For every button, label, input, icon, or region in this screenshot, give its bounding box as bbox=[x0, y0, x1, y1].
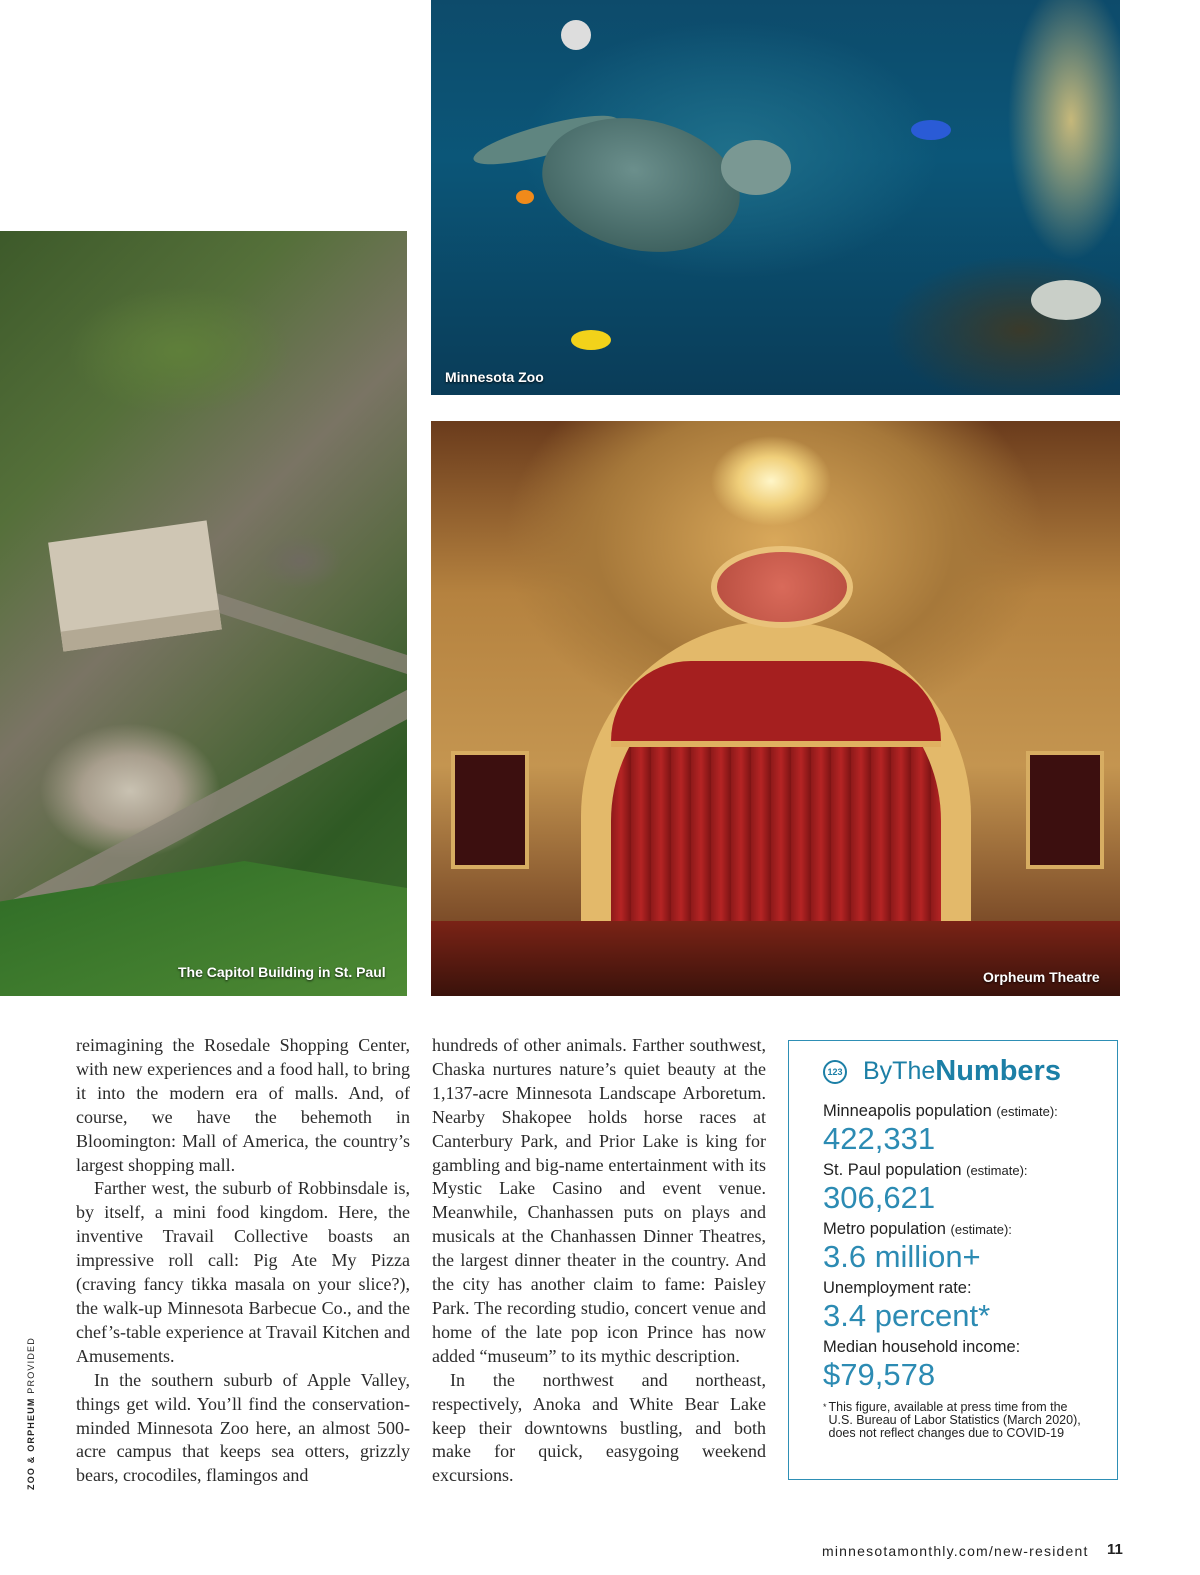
photo-minnesota-zoo bbox=[431, 0, 1120, 395]
page-number: 11 bbox=[1107, 1541, 1123, 1558]
article-column-2 bbox=[432, 1034, 766, 1488]
stat-label-income: Median household income: bbox=[823, 1338, 1021, 1356]
stat-value-st-paul: 306,621 bbox=[823, 1180, 936, 1215]
stats-footnote: * This figure, available at press time from the U.S. Bureau of Labor Statistics (March 2020), does not reflect changes due to COVID-19 bbox=[823, 1400, 1081, 1440]
article-column-1 bbox=[76, 1034, 410, 1488]
stats-title-light: ByThe bbox=[863, 1057, 936, 1085]
numbers-icon: 123 bbox=[823, 1060, 847, 1084]
stat-value-metro: 3.6 million+ bbox=[823, 1239, 981, 1274]
paragraph: In the southern suburb of Apple Valley, things get wild. You’ll find the conservation-minded Minnesota Zoo here, an almost 500-acre campus that keeps sea otters, grizzly bears, crocodiles, flamingos and bbox=[76, 1369, 410, 1486]
photo-orpheum-theatre bbox=[431, 421, 1120, 996]
stat-value-unemployment: 3.4 percent* bbox=[823, 1298, 991, 1333]
stat-label-unemployment: Unemployment rate: bbox=[823, 1279, 972, 1297]
photo-capitol-building bbox=[0, 231, 407, 996]
footer-url: minnesotamonthly.com/new-resident bbox=[822, 1543, 1089, 1559]
stats-header bbox=[823, 1055, 1117, 1088]
paragraph: In the northwest and northeast, respectively, Anoka and White Bear Lake keep their downtowns bustling, and both make for quick, easygoing weekend excursions. bbox=[432, 1369, 766, 1486]
caption-orpheum: Orpheum Theatre bbox=[983, 969, 1100, 985]
by-the-numbers-box bbox=[788, 1040, 1118, 1480]
caption-zoo: Minnesota Zoo bbox=[445, 369, 544, 385]
paragraph: Farther west, the suburb of Robbinsdale is, by itself, a mini food kingdom. Here, the inventive Travail Collective boasts an impressive roll call: Pig Ate My Pizza (craving fancy tikka masala on your slice?), the walk-up Minnesota Barbecue Co., and the chef’s-table experience at Travail Kitchen and Amusements. bbox=[76, 1178, 410, 1366]
caption-capitol: The Capitol Building in St. Paul bbox=[178, 964, 386, 980]
photo-credit: ZOO & ORPHEUM PROVIDED bbox=[26, 1337, 36, 1490]
stats-title-bold: Numbers bbox=[935, 1055, 1061, 1087]
stat-label-st-paul: St. Paul population (estimate): bbox=[823, 1161, 1028, 1179]
paragraph: reimagining the Rosedale Shopping Center, with new experiences and a food hall, to bring it into the modern era of malls. And, of course, we have the behemoth in Bloomington: Mall of America, the country’s largest shopping mall. bbox=[76, 1035, 410, 1175]
stat-label-minneapolis: Minneapolis population (estimate): bbox=[823, 1102, 1058, 1120]
paragraph: hundreds of other animals. Farther southwest, Chaska nurtures nature’s quiet beauty at the 1,137-acre Minnesota Landscape Arboretum. Nearby Shakopee holds horse races at Canterbury Park, and Prior Lake is king for gambling and big-name entertainment with its Mystic Lake Casino and event venue. Meanwhile, Chanhassen puts on plays and musicals at the Chanhassen Dinner Theatres, the largest dinner theater in the country. And the city has another claim to fame: Paisley Park. The recording studio, concert venue and home of the late pop icon Prince has now added “museum” to its mythic description. bbox=[432, 1035, 766, 1366]
stat-label-metro: Metro population (estimate): bbox=[823, 1220, 1012, 1238]
stat-value-minneapolis: 422,331 bbox=[823, 1121, 936, 1156]
stat-value-income: $79,578 bbox=[823, 1357, 936, 1392]
